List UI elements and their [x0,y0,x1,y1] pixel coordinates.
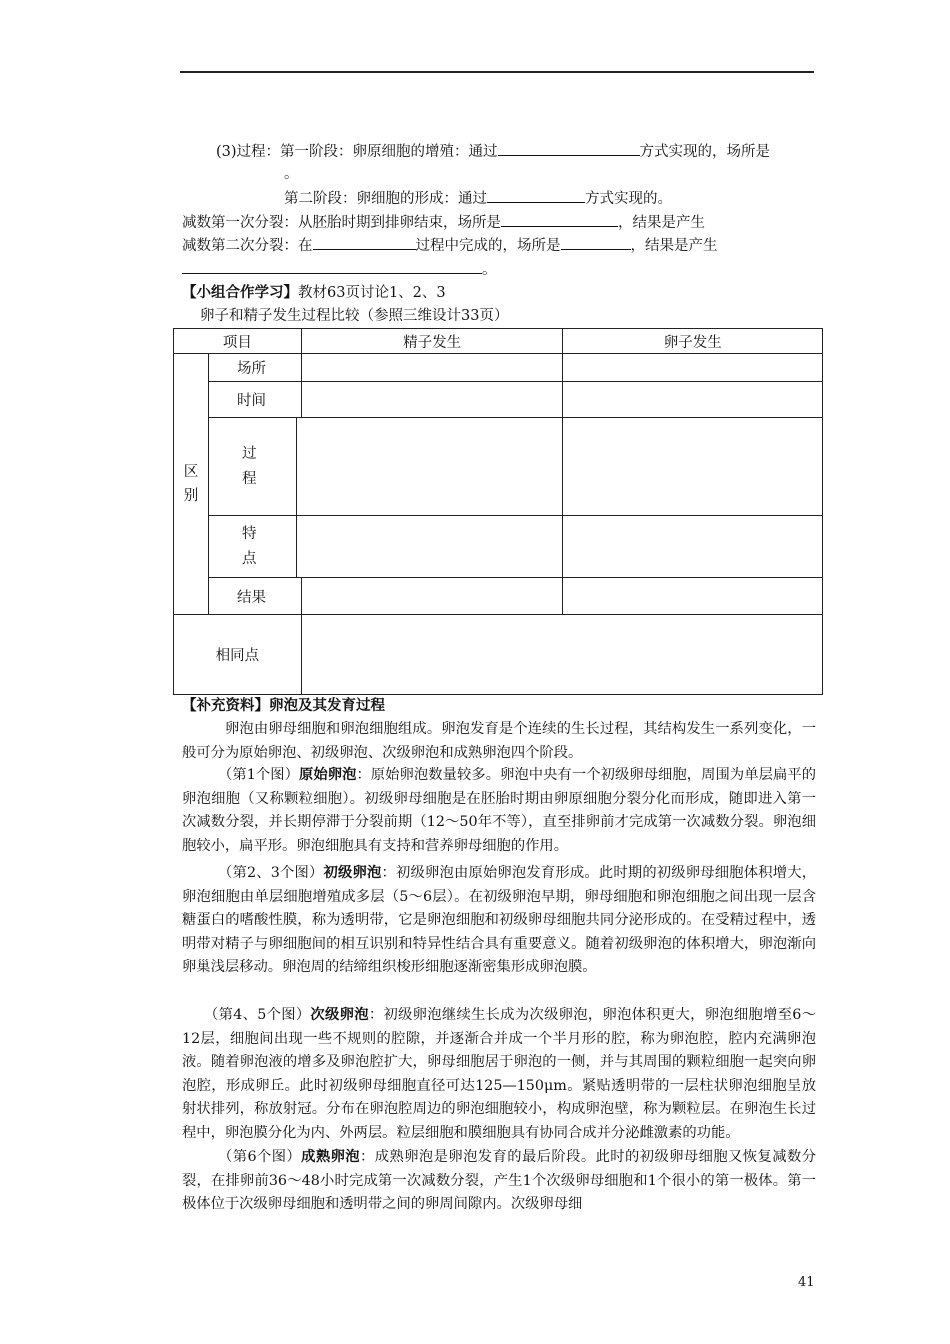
header-rule [180,71,814,73]
header-item: 项目 [174,329,302,354]
process-text: 过程中完成的，场所是 [415,238,561,254]
process-text: ，结果是产生 [630,238,718,254]
process-line-2 [284,187,672,209]
process-text: 减数第二次分裂：在 [182,238,313,254]
process-line-1-end: 。 [284,166,299,182]
row-label-text: 过程 [241,445,257,487]
supplement-paragraph [182,862,816,980]
paragraph-text: ：初级卵泡继续生长成为次级卵泡，卵泡体积更大，卵泡细胞增至6～12层，细胞间出现一些不规则的腔隙，并逐渐合并成一个半月形的腔，称为卵泡腔，腔内充满卵泡液。随着卵泡液的增多及卵泡腔扩大，卵母细胞居于卵泡的一侧，并与其周围的颗粒细胞一起突向卵泡腔，形成卵丘。此时初级卵母细胞直径可达125—150μm。紧贴透明带的一层柱状卵泡细胞呈放射状排列，称放射冠。分布在卵泡腔周边的卵泡细胞较小，构成卵泡壁，称为颗粒层。在卵泡生长过程中，卵泡膜分化为内、外两层。粒层细胞和膜细胞具有协同合成并分泌雌激素的功能。 [182,1007,817,1141]
figure-ref: （第4、5个图） [204,1007,311,1023]
table-cell[interactable] [563,516,823,578]
process-line-1 [216,140,770,162]
page-number: 41 [798,1275,815,1290]
process-text: 第二阶段：卵细胞的形成：通过 [284,191,487,207]
table-cell[interactable] [563,354,823,382]
process-line-3 [182,211,705,233]
process-text: (3)过程：第一阶段：卵原细胞的增殖：通过 [216,144,498,160]
row-label [208,418,296,516]
supplement-intro: 卵泡由卵母细胞和卵泡细胞组成。卵泡发育是个连续的生长过程，其结构发生一系列变化，一般可分为原始卵泡、初级卵泡、次级卵泡和成熟卵泡四个阶段。 [182,721,816,761]
row-label: 结果 [208,578,301,615]
process-text: ，结果是产生 [618,215,705,231]
row-label: 相同点 [174,615,302,695]
header-sperm: 精子发生 [301,329,563,354]
process-line-4 [182,234,718,256]
term: 原始卵泡 [298,767,357,783]
table-row-same [174,615,823,695]
table-row [174,382,823,418]
header-egg: 卵子发生 [563,329,823,354]
figure-ref: （第2、3个图） [218,865,324,881]
fill-blank[interactable] [313,234,416,250]
fill-blank[interactable] [487,187,585,203]
paragraph-text: ：原始卵泡数量较多。卵泡中央有一个初级卵母细胞，周围为单层扁平的卵泡细胞（又称颗粒细胞）。初级卵母细胞是在胚胎时期由卵原细胞分裂分化而形成，随即进入第一次减数分裂，并长期停滞于分裂前期（12～50年不等），直至排卵前才完成第一次减数分裂。卵泡细胞较小，扁平形。卵泡细胞具有支持和营养卵母细胞的作用。 [182,767,816,854]
fill-blank[interactable] [561,234,631,250]
row-label: 时间 [208,382,301,418]
fill-blank[interactable] [501,211,618,227]
table-cell[interactable] [296,418,563,516]
table-cell[interactable] [563,418,823,516]
supplement-paragraph [182,764,816,858]
group-label-text: 区别 [183,464,199,504]
process-line-5 [182,258,497,280]
group-study-label: 【小组合作学习】 [182,284,298,301]
fill-blank[interactable] [498,140,640,156]
comparison-table [173,328,823,695]
table-cell[interactable] [301,354,563,382]
table-row [174,516,823,578]
table-cell[interactable] [301,578,563,615]
row-label-text: 特点 [241,525,257,567]
table-cell[interactable] [296,516,563,578]
term: 成熟卵泡 [301,1149,361,1165]
row-label: 场所 [208,354,301,382]
supplement-paragraph [182,1004,816,1145]
term: 次级卵泡 [310,1007,369,1023]
process-text: 方式实现的。 [585,191,672,207]
table-cell[interactable] [301,615,822,695]
table-row [174,578,823,615]
figure-ref: （第6个图） [218,1149,302,1165]
process-text: 。 [482,262,497,278]
table-header-row [174,329,823,354]
supplement-title: 【补充资料】卵泡及其发育过程 [182,697,385,714]
group-study-text: 教材63页讨论1、2、3 [298,285,446,301]
group-study-heading [182,283,446,303]
table-cell[interactable] [563,578,823,615]
table-cell[interactable] [563,382,823,418]
process-text: 减数第一次分裂：从胚胎时期到排卵结束，场所是 [182,215,501,231]
row-label [208,516,296,578]
paragraph-text: ：初级卵泡由原始卵泡发育形成。此时期的初级卵母细胞体积增大，卵泡细胞由单层细胞增殖成多层（5～6层）。在初级卵泡早期，卵母细胞和卵泡细胞之间出现一层含糖蛋白的嗜酸性膜，称为透明带，它是卵泡细胞和初级卵母细胞共同分泌形成的。在受精过程中，透明带对精子与卵细胞间的相互识别和特异性结合具有重要意义。随着初级卵泡的体积增大，卵泡渐向卵巢浅层移动。卵泡周的结缔组织梭形细胞逐渐密集形成卵泡膜。 [182,865,817,975]
difference-group-label [174,354,209,615]
table-subtitle: 卵子和精子发生过程比较（参照三维设计33页） [200,308,509,324]
table-row [174,418,823,516]
table-row [174,354,823,382]
process-text: 方式实现的，场所是 [639,144,771,160]
figure-ref: （第1个图） [218,767,299,783]
term: 初级卵泡 [323,865,382,881]
table-cell[interactable] [301,382,563,418]
paragraph-text: ：成熟卵泡是卵泡发育的最后阶段。此时的初级卵母细胞又恢复减数分裂，在排卵前36～48小时完成第一次减数分裂，产生1个次级卵母细胞和1个很小的第一极体。第一极体位于次级卵母细胞和透明带之间的卵周间隙内。次级卵母细 [182,1149,816,1212]
supplement-paragraph [182,1146,816,1217]
fill-blank[interactable] [182,258,482,274]
